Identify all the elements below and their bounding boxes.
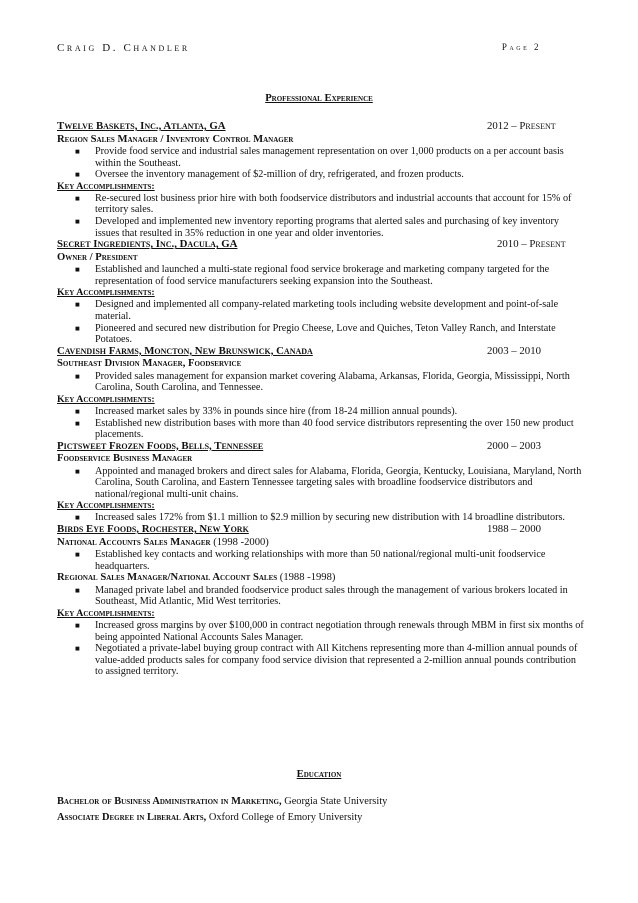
responsibility-list (57, 264, 585, 287)
role-name: National Accounts Sales Manager (57, 536, 211, 548)
bullet-square-icon: ■ (75, 406, 80, 416)
bullet-text: Managed private label and branded foodservice product sales through the management of various brokers located in Southeast, Mid Atlantic, Mid West territories. (95, 584, 568, 608)
role-name: Foodservice Business Manager (57, 453, 193, 465)
bullet-square-icon: ■ (75, 620, 80, 630)
job-dates: 2010 – Present (497, 238, 566, 251)
list-item (57, 371, 585, 394)
key-accomplishments-label: Key Accomplishments: (57, 393, 155, 405)
education-entry (57, 794, 387, 810)
role-years: (1998 -2000) (210, 536, 269, 548)
responsibility-list (57, 146, 585, 181)
job-dates: 2000 – 2003 (487, 439, 541, 452)
list-item (57, 620, 585, 643)
accomplishment-text: Designed and implemented all company-related marketing tools including website development and point-of-sale material. (95, 299, 559, 322)
page-number: Page 2 (501, 42, 541, 52)
bullet-square-icon: ■ (75, 193, 80, 203)
bullet-square-icon: ■ (75, 466, 80, 476)
accomplishment-text: Increased market sales by 33% in pounds since hire (from 18-24 million annual pounds). (95, 405, 458, 417)
role-title (57, 453, 585, 466)
role-name: Region Sales Manager / Inventory Control Manager (57, 133, 294, 145)
accomplishment-text: Increased sales 172% from $1.1 million to $2.9 million by securing new distribution with 14 broadline distributors. (95, 512, 565, 524)
bullet-text: Established key contacts and working relationships with more than 50 national/regional multi-unit foodservice headquarters. (95, 549, 546, 572)
bullet-square-icon: ■ (75, 216, 80, 226)
role-title (57, 572, 585, 585)
company-name: Birds Eye Foods, Rochester, New York (57, 523, 249, 536)
education-section (57, 794, 387, 825)
accomplishment-list (57, 406, 585, 441)
job-header (57, 441, 585, 454)
key-accomplishments-label: Key Accomplishments: (57, 287, 155, 299)
list-item (57, 585, 585, 608)
accomplishment-text: Negotiated a private-label buying group contract with All Kitchens representing more than 4-million annual pounds of value-added products sales for company food service division that represented a 2-million annual pounds contribution to assigned territory. (95, 643, 578, 678)
job-dates: 2003 – 2010 (487, 344, 541, 357)
accomplishment-list (57, 193, 585, 239)
bullet-text: Provided sales management for expansion market covering Alabama, Arkansas, Florida, Georgia, Mississippi, North Carolina, South Carolina, and Tennessee. (95, 370, 570, 394)
list-item (57, 169, 585, 181)
bullet-square-icon: ■ (75, 265, 80, 275)
responsibility-list (57, 371, 585, 394)
company-name: Cavendish Farms, Moncton, New Brunswick, Canada (57, 344, 313, 357)
key-accomplishments-label: Key Accomplishments: (57, 500, 155, 512)
job-header (57, 239, 585, 252)
school-name: Oxford College of Emory University (206, 811, 363, 823)
bullet-square-icon: ■ (75, 585, 80, 595)
role-name: Owner / President (57, 251, 138, 263)
bullet-square-icon: ■ (75, 170, 80, 180)
bullet-text: Provide food service and industrial sales management representation on over 1,000 products on a per account basis within the Southeast. (95, 146, 564, 169)
bullet-text: Appointed and managed brokers and direct sales for Alabama, Florida, Georgia, Kentucky, Louisiana, Maryland, North Carolina, South Carolina, and Eastern Tennessee targeting sales with broadline foodservice distributors and national/regional multi-unit chains. (95, 465, 582, 500)
accomplishment-text: Developed and implemented new inventory reporting programs that alerted sales and purchasing of key inventory issues that resulted in 35% reduction in one year and older inventories. (95, 215, 559, 239)
school-name: Georgia State University (281, 796, 388, 807)
accomplishment-list (57, 620, 585, 678)
responsibility-list (57, 585, 585, 608)
company-name: Secret Ingredients, Inc., Dacula, GA (57, 238, 238, 251)
list-item (57, 193, 585, 216)
bullet-square-icon: ■ (75, 644, 80, 654)
bullet-square-icon: ■ (75, 371, 80, 381)
bullet-square-icon: ■ (75, 147, 80, 156)
candidate-name: Craig D. Chandler (57, 42, 190, 54)
bullet-square-icon: ■ (75, 300, 80, 310)
bullet-text: Oversee the inventory management of $2-million of dry, refrigerated, and frozen products. (95, 169, 464, 181)
responsibility-list (57, 466, 585, 501)
list-item (57, 643, 585, 678)
company-name: Twelve Baskets, Inc., Atlanta, GA (57, 120, 226, 132)
bullet-square-icon: ■ (75, 550, 80, 560)
job-dates: 1988 – 2000 (487, 523, 541, 536)
list-item (57, 549, 585, 572)
key-accomplishments-label: Key Accomplishments: (57, 180, 155, 192)
accomplishment-list (57, 299, 585, 345)
bullet-square-icon: ■ (75, 323, 80, 333)
bullet-square-icon: ■ (75, 513, 80, 523)
company-name: Pictsweet Frozen Foods, Bells, Tennessee (57, 439, 264, 452)
list-item (57, 406, 585, 418)
accomplishment-text: Re-secured lost business prior hire with both foodservice distributors and industrial accounts that account for 15% of territory sales. (95, 192, 572, 216)
list-item (57, 299, 585, 322)
role-title (57, 134, 585, 147)
role-name: Regional Sales Manager/National Account Sales (57, 572, 278, 584)
job-header (57, 121, 585, 134)
experience-heading: Professional Experience (265, 93, 373, 104)
experience-section (57, 121, 585, 678)
list-item (57, 323, 585, 346)
job-dates: 2012 – Present (487, 120, 556, 132)
list-item (57, 216, 585, 239)
bullet-square-icon: ■ (75, 418, 80, 428)
role-years: (1988 -1998) (277, 572, 336, 584)
responsibility-list (57, 549, 585, 572)
education-entry (57, 810, 387, 826)
list-item (57, 466, 585, 501)
degree-name: Associate Degree in Liberal Arts, (57, 811, 207, 823)
accomplishment-text: Increased gross margins by over $100,000 in contract negotiation through renewals through MBM in first six months of being appointed National Accounts Sales Manager. (95, 619, 584, 643)
role-title (57, 537, 585, 550)
job-header (57, 346, 585, 359)
accomplishment-text: Established new distribution bases with more than 40 food service distributors representing the over 150 new product placements. (95, 417, 574, 441)
role-title (57, 358, 585, 371)
accomplishment-text: Pioneered and secured new distribution for Pregio Cheese, Love and Quiches, Teton Valley Ranch, and Interstate Potatoes. (95, 322, 556, 346)
role-title (57, 252, 585, 265)
education-heading: Education (296, 769, 342, 780)
key-accomplishments-label: Key Accomplishments: (57, 607, 155, 619)
role-name: Southeast Division Manager, Foodservice (57, 358, 242, 370)
job-header (57, 524, 585, 537)
list-item (57, 264, 585, 287)
list-item (57, 418, 585, 441)
list-item (57, 146, 585, 169)
bullet-text: Established and launched a multi-state regional food service brokerage and marketing company targeted for the representation of food service manufacturers seeking expansion into the Southeast. (95, 264, 550, 287)
degree-name: Bachelor of Business Administration in Marketing, (57, 796, 282, 807)
